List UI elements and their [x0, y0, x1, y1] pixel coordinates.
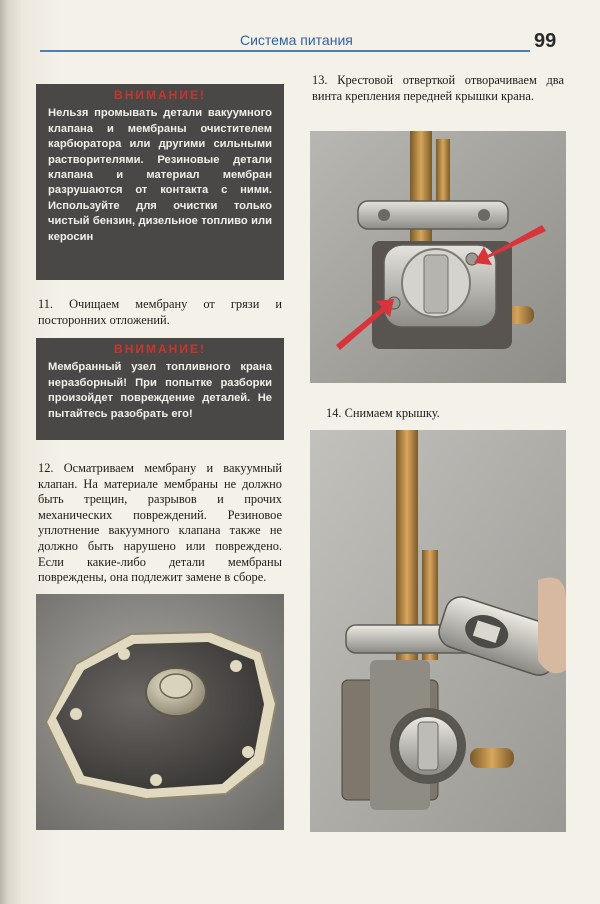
cover-removed-illustration: [310, 430, 566, 832]
warning-box-2: [36, 338, 284, 440]
warning-box-1: [36, 84, 284, 280]
page-number: 99: [534, 30, 557, 52]
photo-valve-screws: [310, 131, 566, 383]
valve-screws-illustration: [310, 131, 566, 383]
warning-text: Мембранный узел топливного крана неразборный! При попытке разборки произойдет повреждение деталей. Не пытайтесь разобрать его!: [48, 361, 272, 420]
photo-membrane: [36, 594, 284, 830]
step-13-text: 13. Крестовой отверткой отворачиваем два винта крепления передней крышки крана.: [312, 73, 564, 103]
step-14-text: 14. Снимаем крышку.: [326, 406, 440, 420]
warning-text: Нельзя промывать детали вакуумного клапана и мембраны очистителем карбюратора или другими сильными растворителями. Резиновые детали клапана и материал мембран разрушаются от контакта с ними. Используйте для очистки только чистый бензин, дизельное топливо или керосин: [48, 107, 272, 243]
header-rule: [40, 50, 530, 52]
page-header: [40, 28, 568, 56]
photo-cover-removed: [310, 430, 566, 832]
warning-title: ВНИМАНИЕ!: [114, 88, 206, 102]
step-11-text: 11. Очищаем мембрану от грязи и посторонних отложений.: [38, 297, 282, 327]
section-title: Система питания: [240, 32, 353, 48]
membrane-illustration: [36, 594, 284, 830]
step-12-text: 12. Осматриваем мембрану и вакуумный клапан. На материале мембраны не должно быть трещин, разрывов и прочих механических повреждений. Резиновое уплотнение вакуумного клапана также не должно быть нарушено или повреждено. Если какие-либо детали мембраны повреждены, она подлежит замене в сборе.: [38, 461, 282, 585]
warning-title: ВНИМАНИЕ!: [114, 342, 206, 356]
